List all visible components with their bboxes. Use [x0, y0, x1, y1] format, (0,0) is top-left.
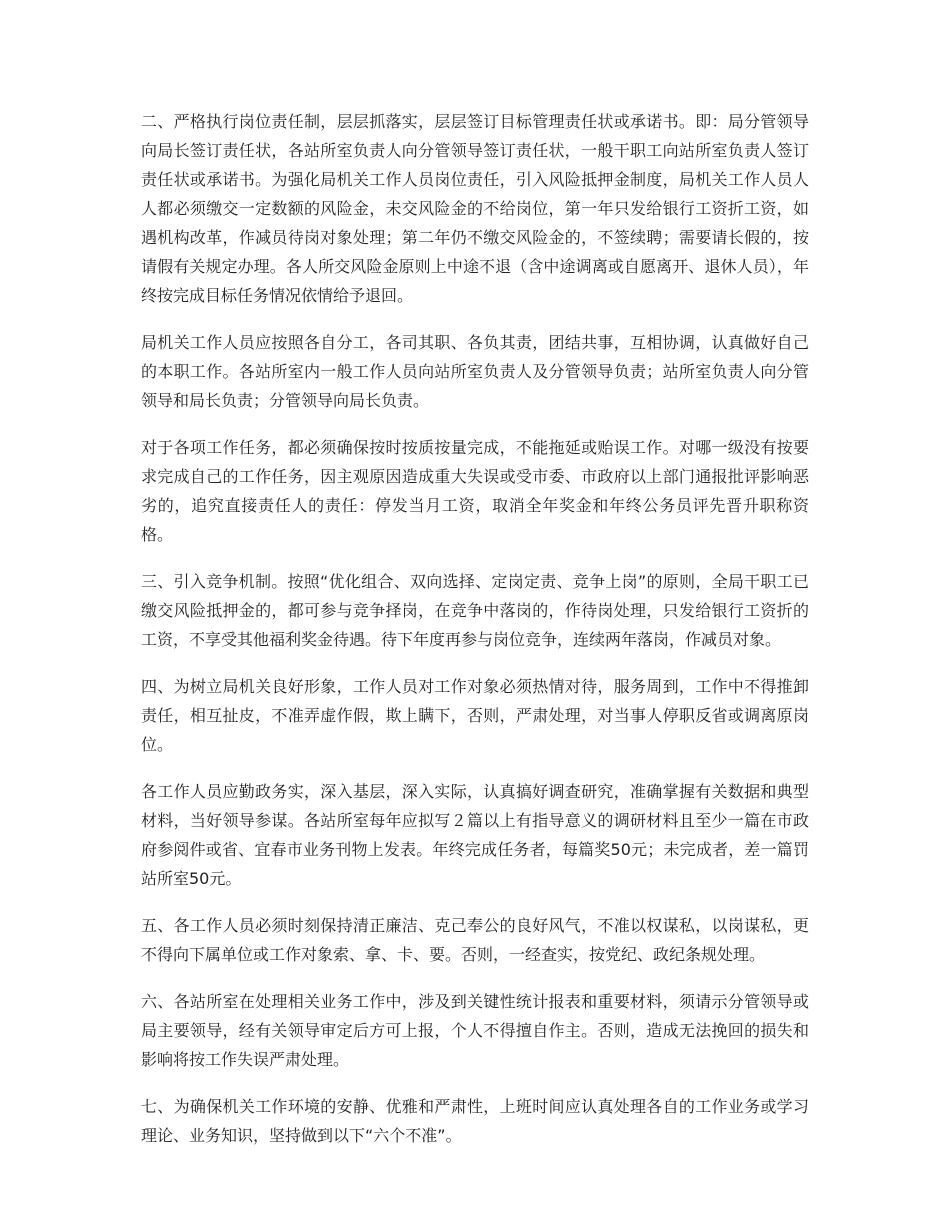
paragraph-work-environment: 七、为确保机关工作环境的安静、优雅和严肃性，上班时间应认真处理各自的工作业务或学习理论、业务知识，坚持做到以下“六个不准”。: [141, 1097, 809, 1145]
paragraph-responsibility-system: 二、严格执行岗位责任制，层层抓落实，层层签订目标管理责任状或承诺书。即：局分管领导向局长签订责任状，各站所室负责人向分管领导签订责任状，一般干职工向站所室负责人签订责任状或承诺书。为强化局机关工作人员岗位责任，引入风险抵押金制度，局机关工作人员人人都必须缴交一定数额的风险金，未交风险金的不给岗位，第一年只发给银行工资折工资，如遇机构改革，作减员待岗对象处理；第二年仍不缴交风险金的，不签续聘；需要请长假的，按请假有关规定办理。各人所交风险金原则上中途不退（含中途调离或自愿离开、退休人员），年终按完成目标任务情况依情给予退回。: [141, 112, 809, 305]
paragraph-public-image: 四、为树立局机关良好形象，工作人员对工作对象必须热情对待，服务周到，工作中不得推卸责任，相互扯皮，不准弄虚作假，欺上瞒下，否则，严肃处理，对当事人停职反省或调离原岗位。: [141, 677, 809, 754]
paragraph-integrity: 五、各工作人员必须时刻保持清正廉洁、克己奉公的良好风气，不准以权谋私，以岗谋私，更不得向下属单位或工作对象索、拿、卡、要。否则，一经查实，按党纪、政纪条规处理。: [141, 916, 809, 964]
paragraph-research-work: 各工作人员应勤政务实，深入基层，深入实际，认真搞好调查研究，准确掌握有关数据和典型材料，当好领导参谋。各站所室每年应拟写２篇以上有指导意义的调研材料且至少一篇在市政府参阅件或省、宜春市业务刊物上发表。年终完成任务者，每篇奖50元；未完成者，差一篇罚站所室50元。: [141, 782, 809, 888]
paragraph-task-completion: 对于各项工作任务，都必须确保按时按质按量完成，不能拖延或贻误工作。对哪一级没有按要求完成自己的工作任务，因主观原因造成重大失误或受市委、市政府以上部门通报批评影响恶劣的，追究直接责任人的责任：停发当月工资，取消全年奖金和年终公务员评先晋升职称资格。: [141, 438, 809, 544]
paragraph-division-of-duties: 局机关工作人员应按照各自分工，各司其职、各负其责，团结共事，互相协调，认真做好自己的本职工作。各站所室内一般工作人员向站所室负责人及分管领导负责；站所室负责人向分管领导和局长负责；分管领导向局长负责。: [141, 333, 809, 410]
document-body: [141, 107, 809, 1168]
paragraph-competition-mechanism: 三、引入竞争机制。按照“优化组合、双向选择、定岗定责、竞争上岗”的原则，全局干职工已缴交风险抵押金的，都可参与竞争择岗，在竞争中落岗的，作待岗处理，只发给银行工资折的工资，不享受其他福利奖金待遇。待下年度再参与岗位竞争，连续两年落岗，作减员对象。: [141, 572, 809, 649]
paragraph-reporting-approval: 六、各站所室在处理相关业务工作中，涉及到关键性统计报表和重要材料，须请示分管领导或局主要领导，经有关领导审定后方可上报，个人不得擅自作主。否则，造成无法挽回的损失和影响将按工作失误严肃处理。: [141, 992, 809, 1069]
